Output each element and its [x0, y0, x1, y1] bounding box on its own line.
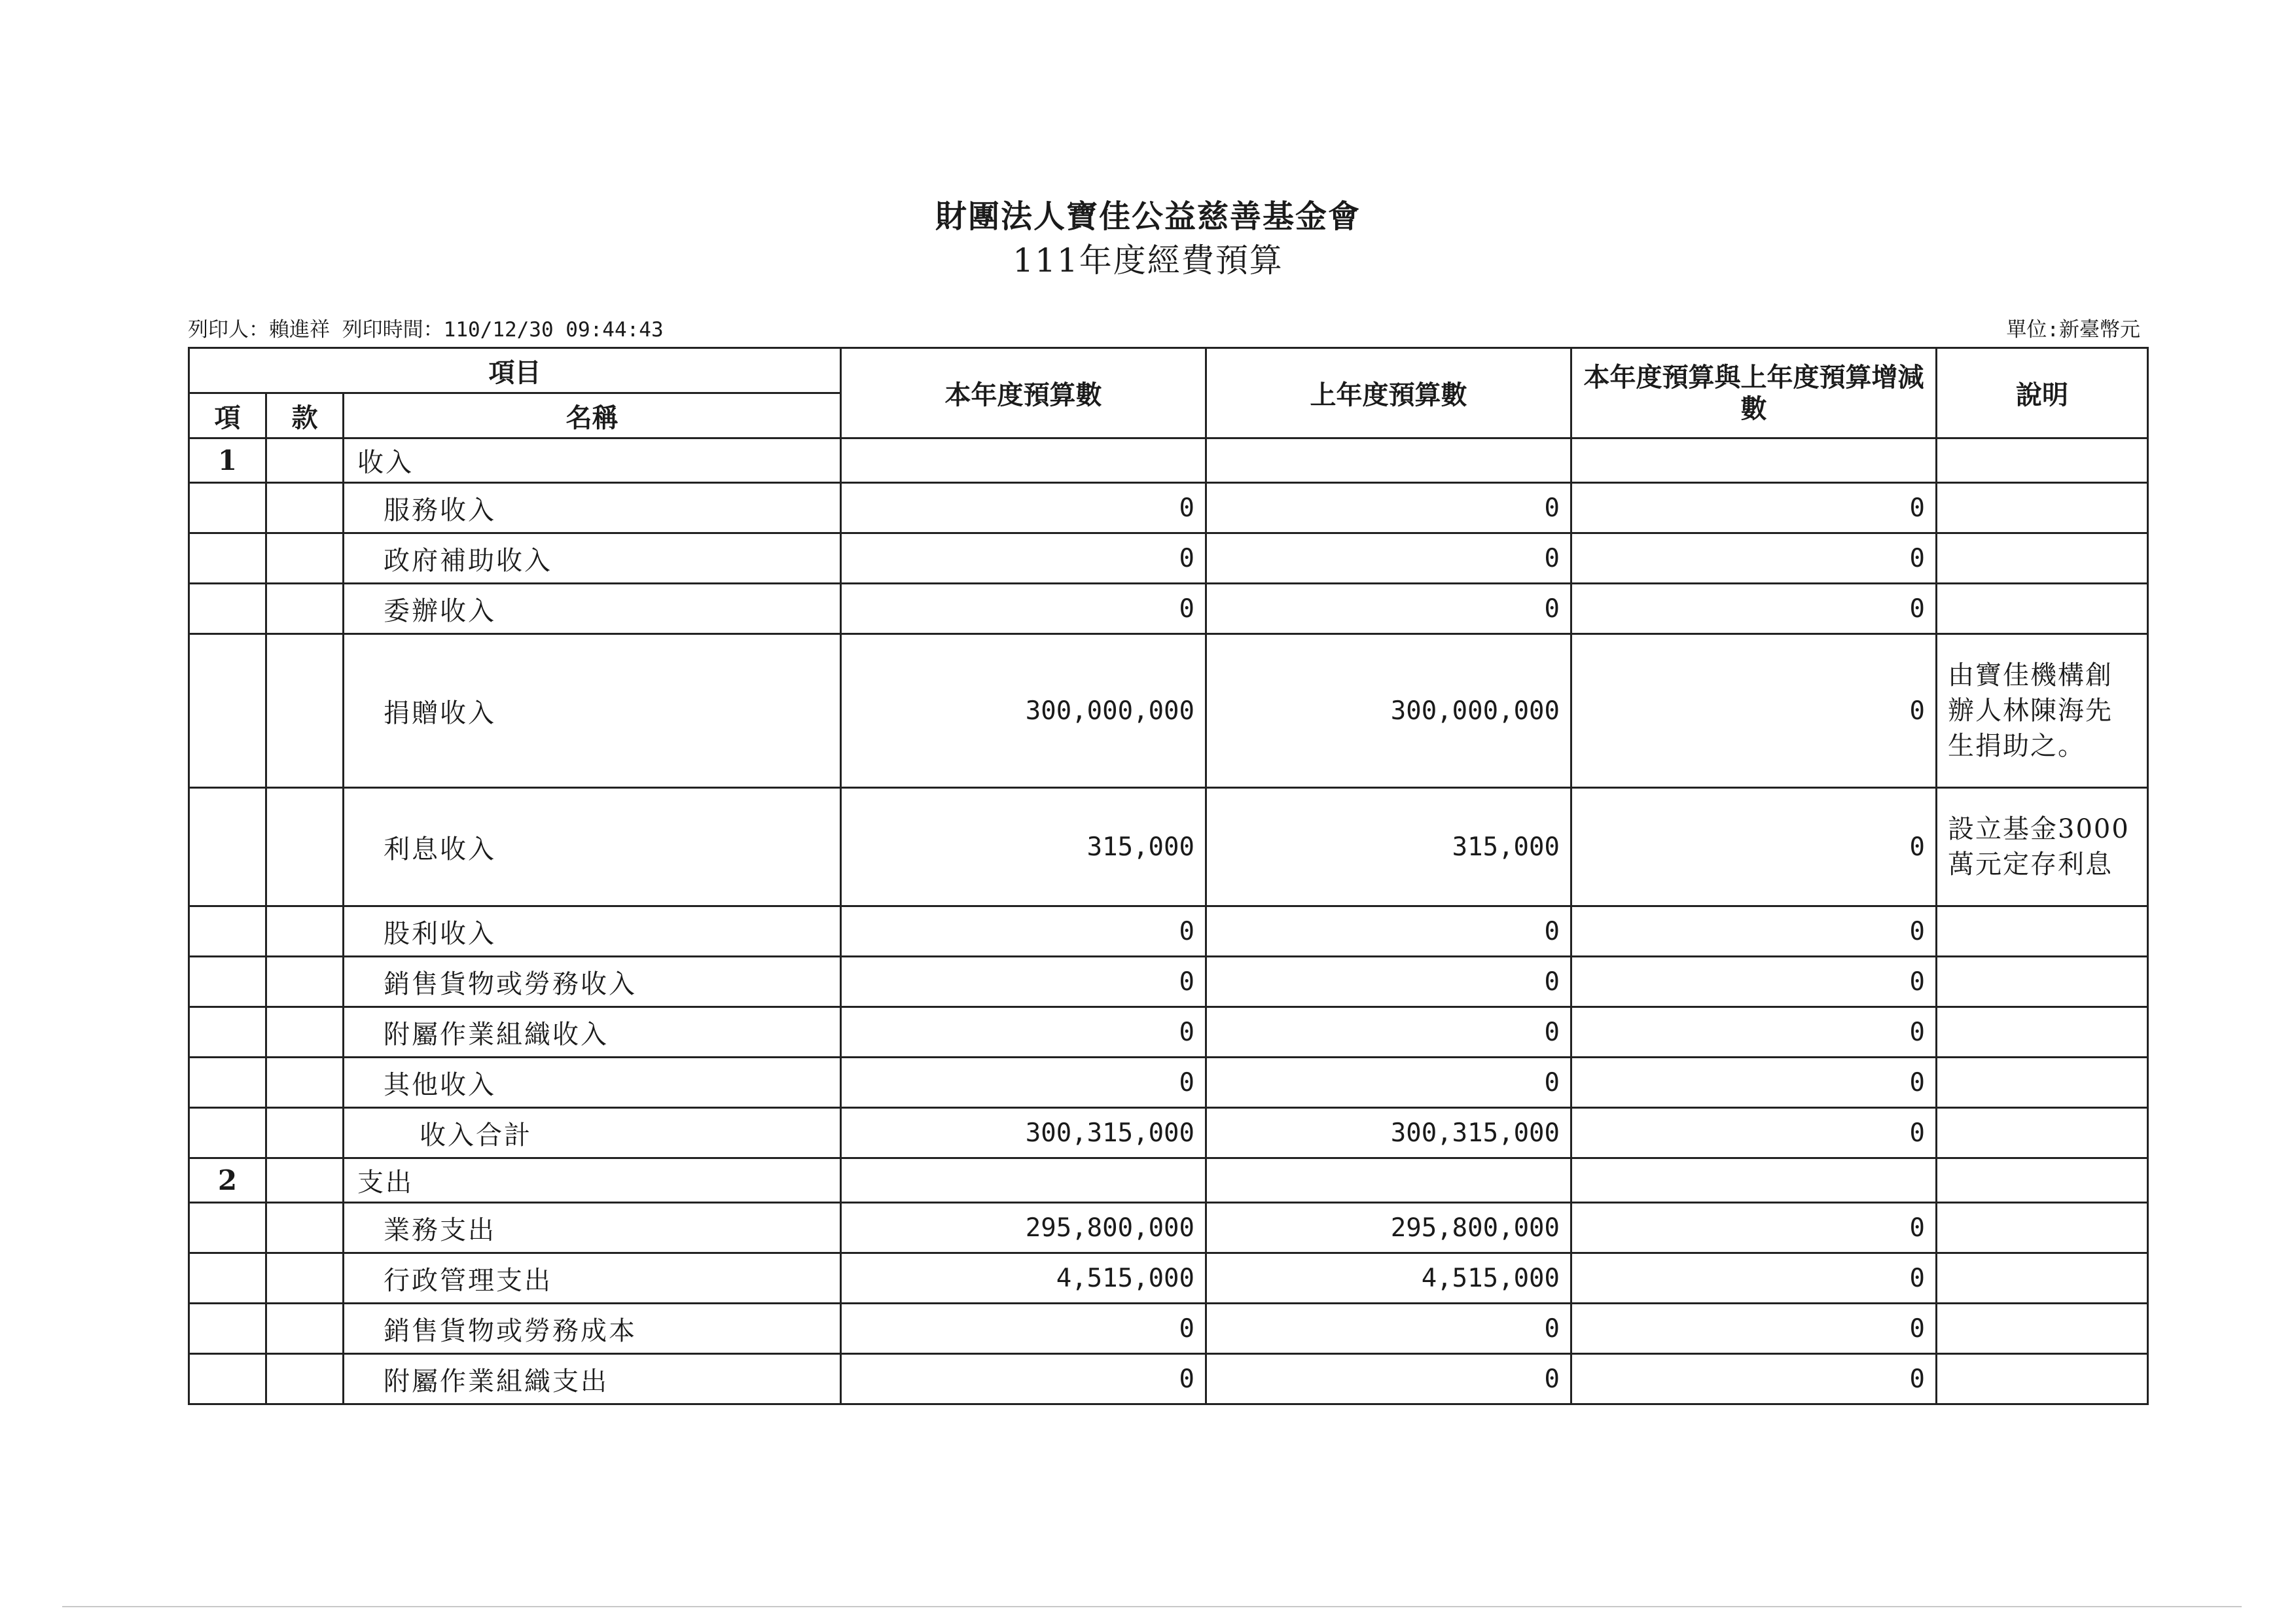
- row-diff: 0: [1571, 1007, 1937, 1058]
- row-current: 300,000,000: [841, 634, 1206, 788]
- table-row: [189, 584, 2148, 634]
- row-diff: 0: [1571, 1058, 1937, 1108]
- table-row: [189, 483, 2148, 533]
- row-name: 收入: [344, 438, 841, 483]
- row-item: [189, 1253, 266, 1304]
- row-note: [1937, 483, 2148, 533]
- row-diff: [1571, 1158, 1937, 1203]
- table-row: [189, 438, 2148, 483]
- column-header-diff: 本年度預算與上年度預算增減數: [1571, 348, 1937, 438]
- row-item: [189, 634, 266, 788]
- row-sub: [266, 957, 344, 1007]
- row-previous: 0: [1206, 584, 1571, 634]
- row-diff: 0: [1571, 584, 1937, 634]
- row-note: [1937, 957, 2148, 1007]
- column-header-note: 說明: [1937, 348, 2148, 438]
- row-note: [1937, 533, 2148, 584]
- row-previous: 0: [1206, 1058, 1571, 1108]
- row-item: [189, 1108, 266, 1158]
- row-previous: [1206, 1158, 1571, 1203]
- table-row: [189, 1203, 2148, 1253]
- column-header-previous: 上年度預算數: [1206, 348, 1571, 438]
- row-previous: 0: [1206, 1304, 1571, 1354]
- row-diff: 0: [1571, 533, 1937, 584]
- row-previous: 0: [1206, 1007, 1571, 1058]
- row-previous: 0: [1206, 1354, 1571, 1404]
- row-sub: [266, 1108, 344, 1158]
- column-header-sub: 款: [266, 393, 344, 438]
- row-sub: [266, 1354, 344, 1404]
- row-previous: 300,315,000: [1206, 1108, 1571, 1158]
- table-row: [189, 957, 2148, 1007]
- row-diff: 0: [1571, 634, 1937, 788]
- row-name: 捐贈收入: [344, 634, 841, 788]
- row-note: 由寶佳機構創辦人林陳海先生捐助之。: [1937, 634, 2148, 788]
- row-sub: [266, 438, 344, 483]
- row-sub: [266, 788, 344, 906]
- table-row: [189, 788, 2148, 906]
- row-diff: 0: [1571, 1203, 1937, 1253]
- row-name: 其他收入: [344, 1058, 841, 1108]
- row-previous: 0: [1206, 906, 1571, 957]
- row-note: [1937, 1354, 2148, 1404]
- table-row: [189, 533, 2148, 584]
- row-current: 0: [841, 1007, 1206, 1058]
- row-current: 0: [841, 957, 1206, 1007]
- row-sub: [266, 906, 344, 957]
- row-item: [189, 1058, 266, 1108]
- row-note: [1937, 584, 2148, 634]
- row-item: [189, 1203, 266, 1253]
- row-note: [1937, 906, 2148, 957]
- row-name: 附屬作業組織收入: [344, 1007, 841, 1058]
- row-diff: [1571, 438, 1937, 483]
- organization-title: 財團法人寶佳公益慈善基金會: [935, 198, 1361, 235]
- row-previous: 0: [1206, 957, 1571, 1007]
- row-item: [189, 1354, 266, 1404]
- row-diff: 0: [1571, 1108, 1937, 1158]
- column-header-item-group: 項目: [189, 348, 841, 393]
- row-name: 支出: [344, 1158, 841, 1203]
- table-row: [189, 1304, 2148, 1354]
- row-previous: 300,000,000: [1206, 634, 1571, 788]
- row-diff: 0: [1571, 1304, 1937, 1354]
- budget-table: [188, 347, 2149, 1405]
- row-note: [1937, 438, 2148, 483]
- row-previous: 0: [1206, 533, 1571, 584]
- row-note: [1937, 1203, 2148, 1253]
- row-current: 0: [841, 1058, 1206, 1108]
- row-current: [841, 1158, 1206, 1203]
- row-item: [189, 483, 266, 533]
- row-sub: [266, 1253, 344, 1304]
- table-row: [189, 1108, 2148, 1158]
- row-item: [189, 533, 266, 584]
- row-sub: [266, 584, 344, 634]
- row-current: 0: [841, 584, 1206, 634]
- row-note: [1937, 1058, 2148, 1108]
- row-item: [189, 788, 266, 906]
- row-item: 1: [189, 438, 266, 483]
- row-item: [189, 957, 266, 1007]
- row-current: 295,800,000: [841, 1203, 1206, 1253]
- row-sub: [266, 1158, 344, 1203]
- row-previous: [1206, 438, 1571, 483]
- row-name: 業務支出: [344, 1203, 841, 1253]
- table-row: [189, 1058, 2148, 1108]
- row-sub: [266, 533, 344, 584]
- row-sub: [266, 1203, 344, 1253]
- table-row: [189, 1354, 2148, 1404]
- row-diff: 0: [1571, 906, 1937, 957]
- table-header-row: [189, 348, 2148, 393]
- row-previous: 0: [1206, 483, 1571, 533]
- row-item: [189, 584, 266, 634]
- row-name: 服務收入: [344, 483, 841, 533]
- row-sub: [266, 483, 344, 533]
- row-note: [1937, 1158, 2148, 1203]
- currency-unit: 單位:新臺幣元: [2006, 318, 2140, 342]
- row-sub: [266, 1058, 344, 1108]
- row-current: 300,315,000: [841, 1108, 1206, 1158]
- column-header-item: 項: [189, 393, 266, 438]
- row-item: [189, 1007, 266, 1058]
- row-current: [841, 438, 1206, 483]
- row-name: 銷售貨物或勞務成本: [344, 1304, 841, 1354]
- row-note: [1937, 1007, 2148, 1058]
- row-item: [189, 1304, 266, 1354]
- row-name: 股利收入: [344, 906, 841, 957]
- table-row: [189, 1253, 2148, 1304]
- row-note: [1937, 1253, 2148, 1304]
- row-current: 0: [841, 1304, 1206, 1354]
- row-current: 4,515,000: [841, 1253, 1206, 1304]
- row-diff: 0: [1571, 957, 1937, 1007]
- row-previous: 315,000: [1206, 788, 1571, 906]
- row-name: 利息收入: [344, 788, 841, 906]
- row-sub: [266, 1304, 344, 1354]
- row-diff: 0: [1571, 483, 1937, 533]
- table-row: [189, 634, 2148, 788]
- table-row: [189, 1007, 2148, 1058]
- row-item: 2: [189, 1158, 266, 1203]
- scan-edge-divider: [62, 1606, 2242, 1607]
- row-name: 行政管理支出: [344, 1253, 841, 1304]
- row-diff: 0: [1571, 788, 1937, 906]
- table-row: [189, 1158, 2148, 1203]
- row-current: 0: [841, 483, 1206, 533]
- row-name: 政府補助收入: [344, 533, 841, 584]
- row-name: 附屬作業組織支出: [344, 1354, 841, 1404]
- column-header-name: 名稱: [344, 393, 841, 438]
- row-sub: [266, 1007, 344, 1058]
- row-current: 0: [841, 906, 1206, 957]
- column-header-current: 本年度預算數: [841, 348, 1206, 438]
- row-current: 0: [841, 533, 1206, 584]
- row-note: [1937, 1304, 2148, 1354]
- row-diff: 0: [1571, 1253, 1937, 1304]
- row-name: 委辦收入: [344, 584, 841, 634]
- table-row: [189, 906, 2148, 957]
- row-note: [1937, 1108, 2148, 1158]
- row-current: 315,000: [841, 788, 1206, 906]
- row-item: [189, 906, 266, 957]
- row-sub: [266, 634, 344, 788]
- row-previous: 4,515,000: [1206, 1253, 1571, 1304]
- row-previous: 295,800,000: [1206, 1203, 1571, 1253]
- row-current: 0: [841, 1354, 1206, 1404]
- row-name: 銷售貨物或勞務收入: [344, 957, 841, 1007]
- row-note: 設立基金3000萬元定存利息: [1937, 788, 2148, 906]
- printer-info: 列印人：賴進祥 列印時間：110/12/30 09:44:43: [188, 318, 664, 342]
- row-diff: 0: [1571, 1354, 1937, 1404]
- document-title: 111年度經費預算: [1013, 241, 1283, 279]
- row-name: 收入合計: [344, 1108, 841, 1158]
